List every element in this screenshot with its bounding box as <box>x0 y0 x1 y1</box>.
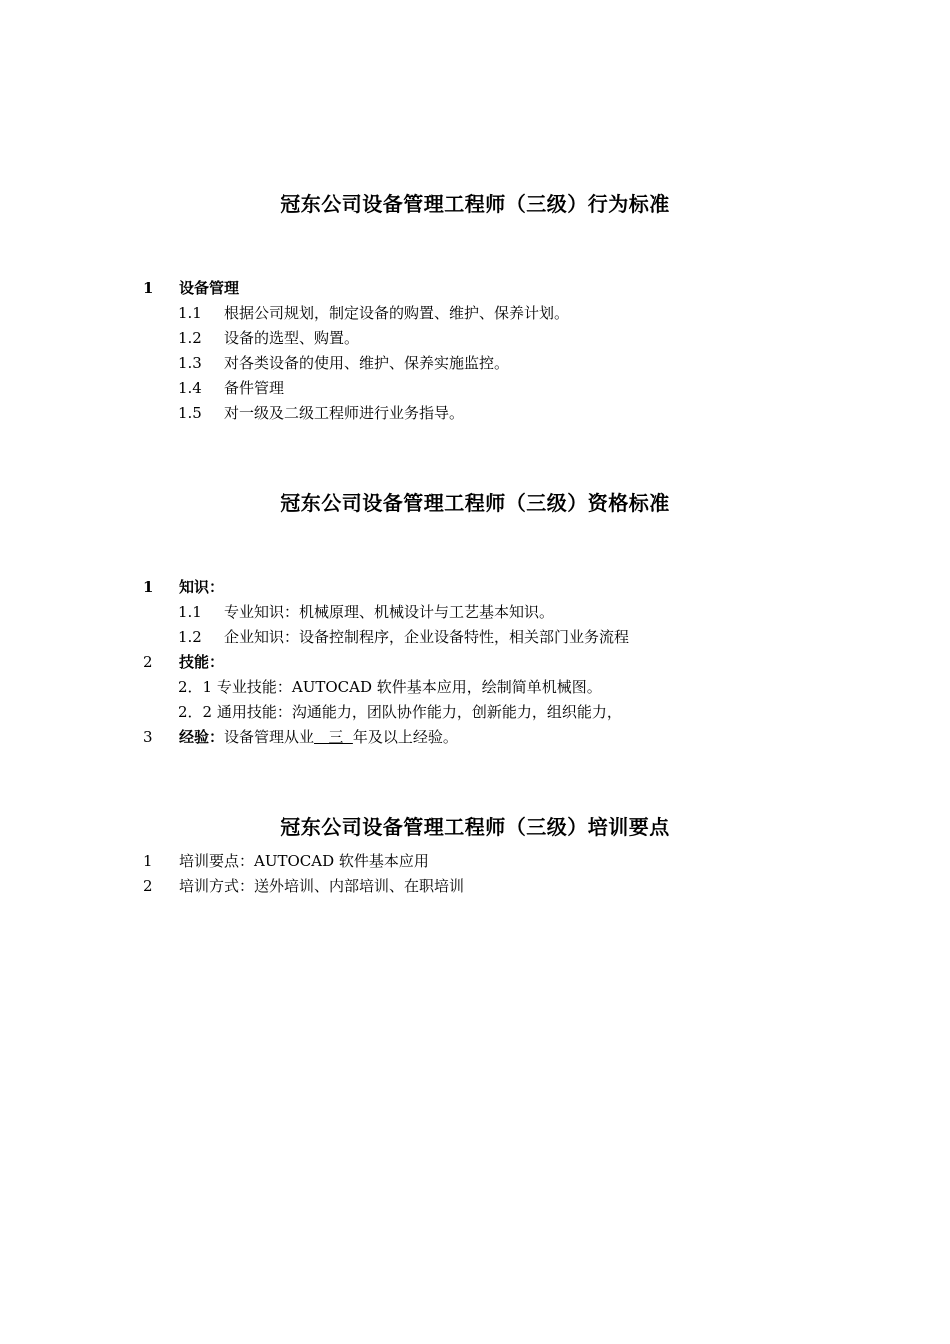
behavior-sub-item <box>178 328 359 348</box>
qualification-item3-number: 3 <box>143 728 153 746</box>
qualification-item3-line <box>179 727 458 747</box>
behavior-item1-label: 设备管理 <box>179 279 240 297</box>
experience-prefix: 设备管理从业 <box>224 728 315 746</box>
training-item-number: 2 <box>143 877 153 895</box>
behavior-sub-item <box>178 303 569 323</box>
qualification-skill-item: 2．1 专业技能：AUTOCAD 软件基本应用，绘制简单机械图。 <box>178 678 602 696</box>
sub-item-text: 企业知识：设备控制程序，企业设备特性，相关部门业务流程 <box>224 628 630 646</box>
sub-item-text: 对一级及二级工程师进行业务指导。 <box>224 404 465 422</box>
behavior-title: 冠东公司设备管理工程师（三级）行为标准 <box>280 192 670 216</box>
sub-item-number: 1.1 <box>178 603 202 621</box>
sub-item-number: 1.4 <box>178 379 202 397</box>
experience-label: 经验： <box>179 728 225 746</box>
qualification-item2-number: 2 <box>143 653 153 671</box>
behavior-item1-number: 1 <box>143 279 154 297</box>
sub-item-text: 备件管理 <box>224 379 285 397</box>
sub-item-number: 1.3 <box>178 354 202 372</box>
experience-years: 三 <box>314 728 353 746</box>
sub-item-text: 专业知识：机械原理、机械设计与工艺基本知识。 <box>224 603 555 621</box>
training-item-text: 培训方式：送外培训、内部培训、在职培训 <box>179 877 465 895</box>
experience-suffix: 年及以上经验。 <box>352 728 458 746</box>
sub-item-text: 对各类设备的使用、维护、保养实施监控。 <box>224 354 510 372</box>
sub-item-number: 1.2 <box>178 628 202 646</box>
qualification-skill-item: 2．2 通用技能：沟通能力，团队协作能力，创新能力，组织能力， <box>178 703 622 721</box>
behavior-sub-item <box>178 378 284 398</box>
qualification-sub-item <box>178 602 554 622</box>
training-item-text: 培训要点：AUTOCAD 软件基本应用 <box>179 852 429 870</box>
sub-item-number: 1.1 <box>178 304 202 322</box>
sub-item-number: 1.5 <box>178 404 202 422</box>
training-title: 冠东公司设备管理工程师（三级）培训要点 <box>280 815 670 839</box>
qualification-title: 冠东公司设备管理工程师（三级）资格标准 <box>280 491 670 515</box>
training-item-number: 1 <box>143 852 153 870</box>
qualification-item2-label: 技能： <box>179 653 225 671</box>
sub-item-text: 设备的选型、购置。 <box>224 329 360 347</box>
behavior-sub-item <box>178 403 464 423</box>
qualification-sub-item <box>178 627 629 647</box>
qualification-item1-number: 1 <box>143 578 154 596</box>
qualification-item1-label: 知识： <box>179 578 225 596</box>
behavior-sub-item <box>178 353 509 373</box>
sub-item-number: 1.2 <box>178 329 202 347</box>
sub-item-text: 根据公司规划，制定设备的购置、维护、保养计划。 <box>224 304 570 322</box>
